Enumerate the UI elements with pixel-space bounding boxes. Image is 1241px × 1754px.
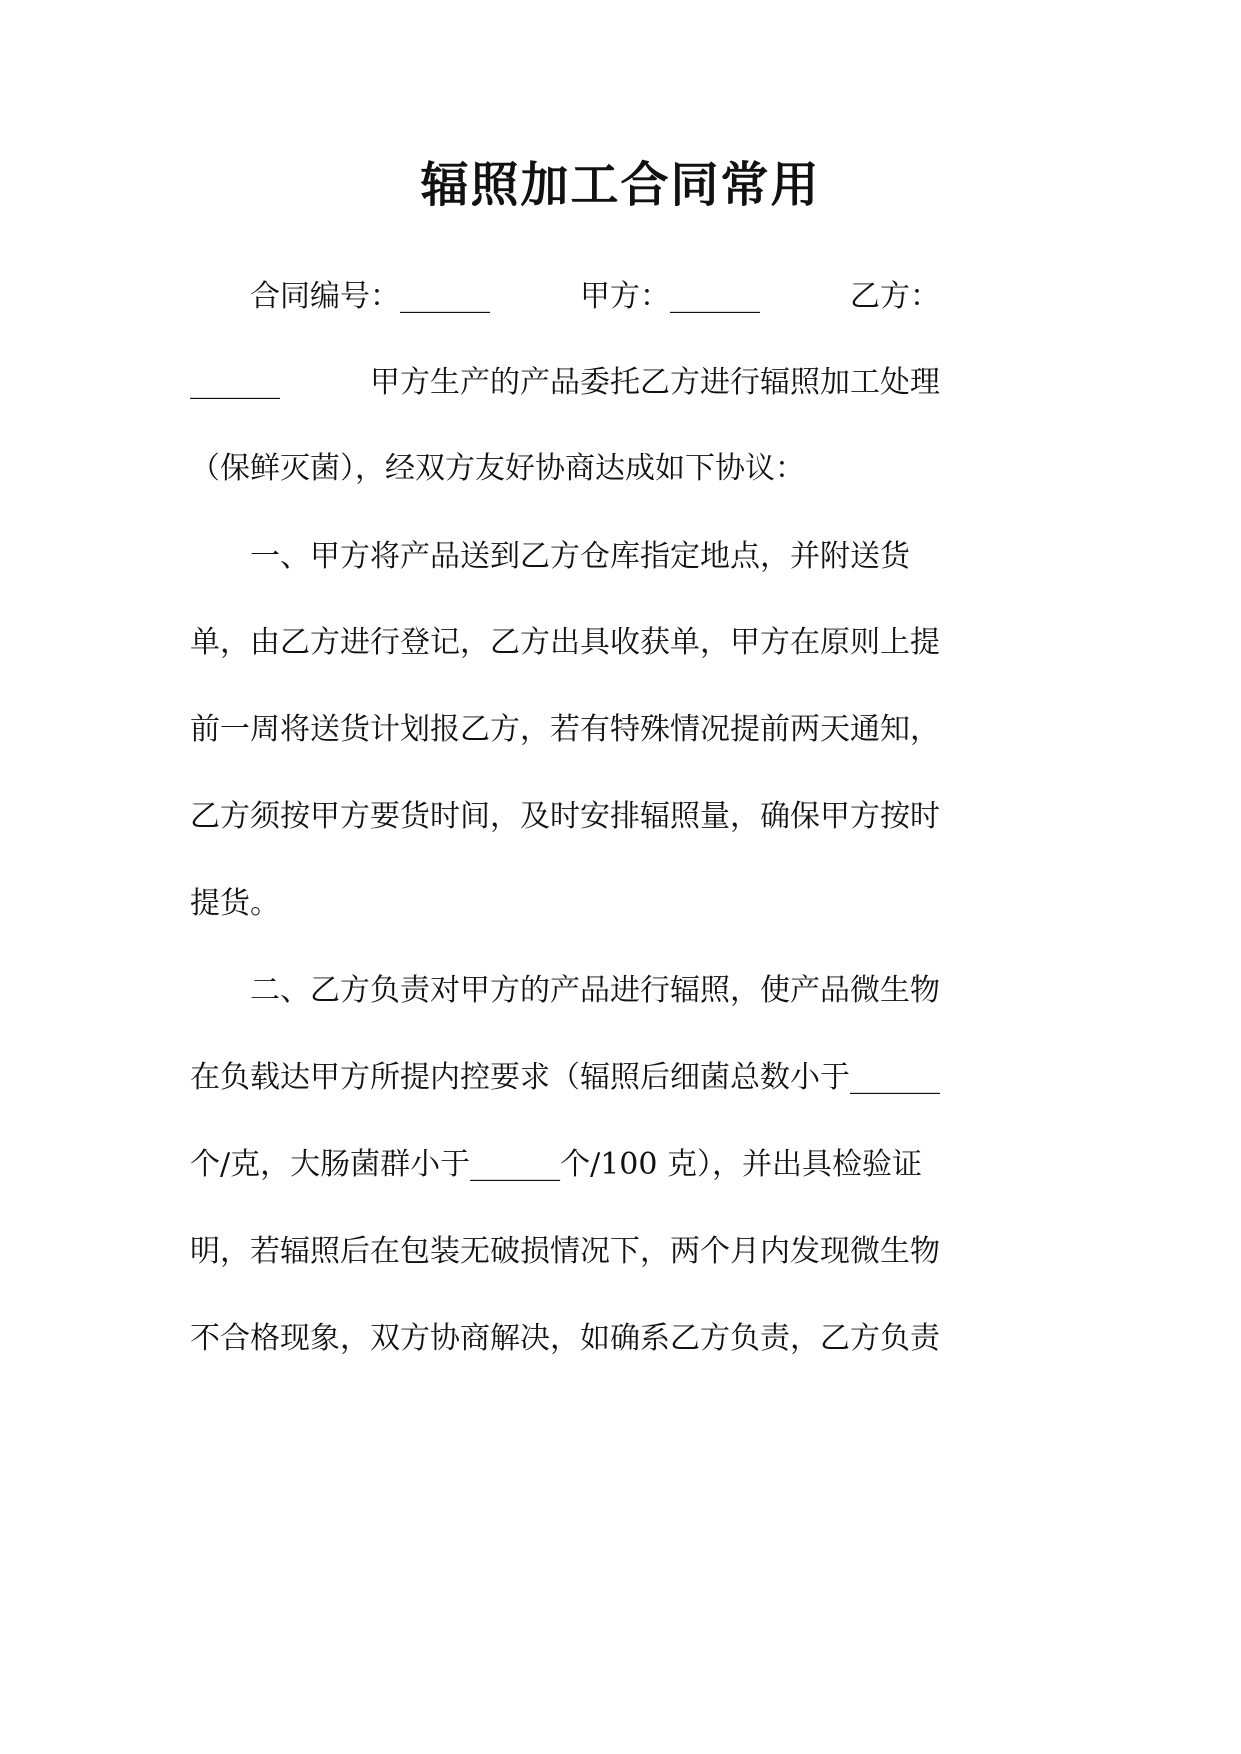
body-line-2: ______ 甲方生产的产品委托乙方进行辐照加工处理 [190, 365, 940, 400]
body-line-12: 明，若辐照后在包装无破损情况下，两个月内发现微生物 [190, 1234, 940, 1269]
body-line-6: 前一周将送货计划报乙方，若有特殊情况提前两天通知， [190, 712, 940, 747]
body-line-13: 不合格现象，双方协商解决，如确系乙方负责，乙方负责 [190, 1321, 940, 1356]
body-line-5: 单，由乙方进行登记，乙方出具收获单，甲方在原则上提 [190, 625, 940, 660]
body-line-7: 乙方须按甲方要货时间，及时安排辐照量，确保甲方按时 [190, 799, 940, 834]
body-line-3: （保鲜灭菌），经双方友好协商达成如下协议： [190, 451, 805, 486]
body-line-11: 个/克，大肠菌群小于______个/100 克），并出具检验证 [190, 1147, 923, 1182]
body-line-4: 一、甲方将产品送到乙方仓库指定地点，并附送货 [190, 539, 910, 574]
body-line-10: 在负载达甲方所提内控要求（辐照后细菌总数小于______ [190, 1060, 940, 1095]
document-title: 辐照加工合同常用 [420, 157, 821, 213]
body-line-8: 提货。 [190, 886, 280, 921]
body-line-9: 二、乙方负责对甲方的产品进行辐照，使产品微生物 [190, 973, 940, 1008]
body-line-1: 合同编号：______ 甲方：______ 乙方： [190, 279, 940, 314]
